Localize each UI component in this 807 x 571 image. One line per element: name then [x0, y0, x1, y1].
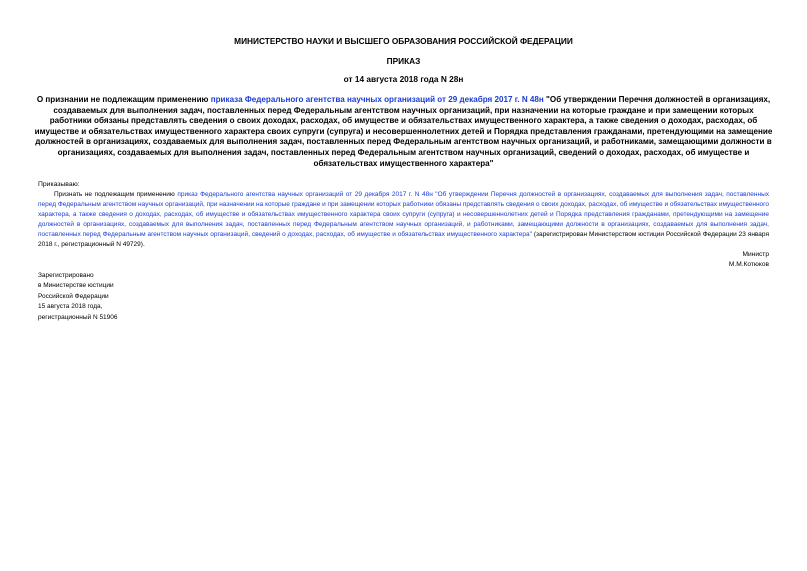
body-suffix: (зарегистрирован Министерством юстиции Российской Федерации 23 января 2018 г., регистрационный N 49729). — [38, 230, 769, 248]
order-label: Приказываю: — [38, 181, 80, 188]
registration-block — [38, 271, 118, 323]
ministry-heading: МИНИСТЕРСТВО НАУКИ И ВЫСШЕГО ОБРАЗОВАНИЯ РОССИЙСКОЙ ФЕДЕРАЦИИ — [234, 36, 573, 46]
registration-line: Российской Федерации — [38, 292, 109, 300]
title-prefix: О признании не подлежащим применению — [36, 95, 211, 104]
document-date: от 14 августа 2018 года N 28н — [343, 74, 464, 84]
registration-line: в Министерстве юстиции — [38, 282, 114, 290]
registration-line: 15 августа 2018 года, — [38, 303, 103, 311]
title-suffix: "Об утверждении Перечня должностей в организациях, создаваемых для выполнения задач, поставленных перед Федеральным агентством научных организаций, при назначении на которые граждане и при замещении которых работники обязаны представлять сведения о своих доходах, расходах, об имуществе и обязательствах имущественного характера, а также сведения о доходах, расходах, об имуществе и обязательствах имущественного характера своих супруги (супруга) и несовершеннолетних детей и Порядка представления гражданами, претендующими на замещение должностей в организациях, создаваемых для выполнения задач, поставленных перед Федеральным агентством научных организаций, и работниками, замещающими должности в организациях, создаваемых для выполнения задач, поставленных перед Федеральным агентством научных организаций, сведений о доходах, расходах, об имуществе и обязательствах имущественного характера" — [34, 95, 773, 168]
signer-name: М.М.Котюков — [728, 261, 769, 268]
registration-line: Зарегистрировано — [38, 272, 94, 279]
registration-line: регистрационный N 51906 — [38, 313, 118, 321]
body-prefix: Признать не подлежащим применению — [54, 191, 178, 198]
order-paragraph — [38, 190, 769, 249]
document-title — [34, 95, 773, 169]
document-type: ПРИКАЗ — [386, 56, 421, 66]
signer-position: Министр — [742, 251, 769, 258]
body-order-link[interactable]: приказ Федерального агентства научных организаций от 29 декабря 2017 г. N 48н "Об утверждении Перечня должностей в организациях, создаваемых для выполнения задач, поставленных перед Федеральным агентством научных организаций, при назначении на которые граждане и при замещении которых работники обязаны представлять сведения о своих доходах, расходах, об имуществе и обязательствах имущественного характера, а также сведения о доходах, расходах, об имуществе и обязательствах имущественного характера своих супруги (супруга) и несовершеннолетних детей и Порядка представления гражданами, претендующими на замещение должностей в организациях, создаваемых для выполнения задач, поставленных перед Федеральным агентством научных организаций, и работниками, замещающими должности в организациях, создаваемых для выполнения задач, поставленных перед Федеральным агентством научных организаций, сведений о доходах, расходах, об имуществе и обязательствах имущественного характера" — [38, 191, 769, 238]
title-order-link[interactable]: приказа Федерального агентства научных организаций от 29 декабря 2017 г. N 48н — [210, 95, 544, 104]
